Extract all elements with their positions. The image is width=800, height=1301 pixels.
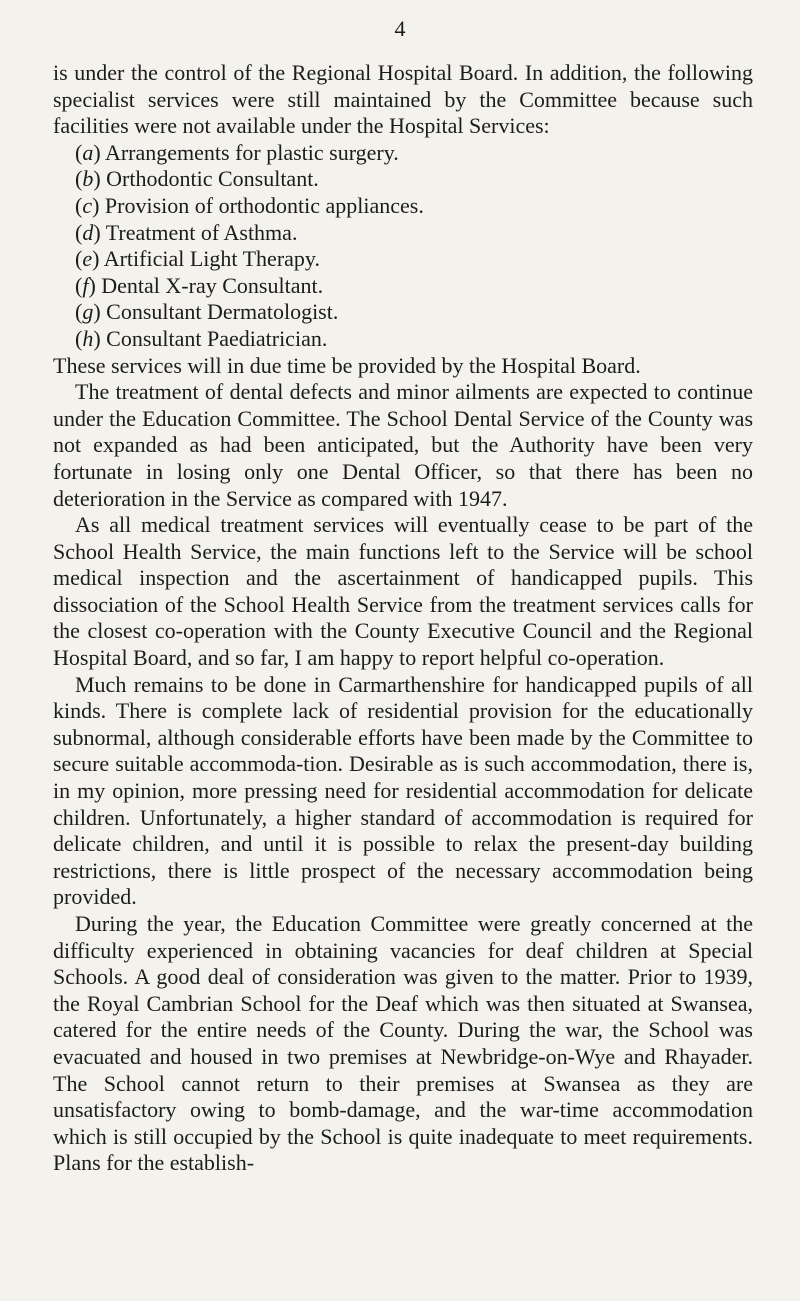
list-item: (h) Consultant Paediatrician. — [75, 325, 328, 351]
item-marker: d — [82, 219, 94, 245]
item-marker: g — [82, 299, 94, 325]
intro-paragraph: is under the control of the Regional Hospital Board. In addition, the following specialist services were still maintained by the Committee because such facilities were not available under the Hospital Services: — [53, 60, 753, 139]
paragraph-medical-treatment: As all medical treatment services will eventually cease to be part of the School Health Service, the main functions left to the Service will be school medical inspection and the ascertainment of handicapped pupils. This dissociation of the School Health Service from the treatment services calls for the closest co-operation with the County Executive Council and the Regional Hospital Board, and so far, I am happy to report helpful co-operation. — [53, 512, 753, 671]
item-marker: h — [82, 325, 94, 351]
paragraph-handicapped-pupils: Much remains to be done in Carmarthenshire for handicapped pupils of all kinds. There is complete lack of residential provision for the educationally subnormal, although considerable efforts have been made by the Committee to secure suitable accommoda-tion. Desirable as is such accommodation, there is, in my opinion, more pressing need for residential accommodation for delicate children. Unfortunately, a higher standard of accommodation is required for delicate children, and until it is possible to relax the present-day building restrictions, there is little prospect of the necessary accommodation being provided. — [53, 671, 753, 910]
list-item: (a) Arrangements for plastic surgery. — [75, 139, 399, 165]
item-text: Arrangements for plastic surgery. — [104, 139, 399, 165]
list-item: (g) Consultant Dermatologist. — [75, 299, 339, 325]
list-item: (c) Provision of orthodontic appliances. — [75, 192, 424, 218]
item-text: Provision of orthodontic appliances. — [104, 192, 424, 218]
item-text: Treatment of Asthma. — [105, 219, 298, 245]
list-item: (f) Dental X-ray Consultant. — [75, 272, 324, 298]
item-marker: f — [82, 272, 89, 298]
item-marker: b — [82, 166, 94, 192]
item-text: Dental X-ray Consultant. — [101, 272, 324, 298]
item-marker: a — [82, 139, 94, 165]
list-item: (d) Treatment of Asthma. — [75, 219, 298, 245]
item-text: Artificial Light Therapy. — [103, 246, 320, 272]
paragraph-services-provision: These services will in due time be provided by the Hospital Board. — [53, 352, 641, 378]
page-number: 4 — [394, 16, 406, 41]
item-text: Consultant Dermatologist. — [106, 299, 339, 325]
item-text: Consultant Paediatrician. — [106, 325, 328, 351]
item-marker: c — [82, 192, 93, 218]
list-item: (b) Orthodontic Consultant. — [75, 166, 319, 192]
paragraph-dental: The treatment of dental defects and minor ailments are expected to continue under the Education Committee. The School Dental Service of the County was not expanded as had been anticipated, but the Authority have been very fortunate in losing only one Dental Officer, so that there has been no deterioration in the Service as compared with 1947. — [53, 379, 753, 511]
paragraph-deaf-children: During the year, the Education Committee were greatly concerned at the difficulty experienced in obtaining vacancies for deaf children at Special Schools. A good deal of consideration was given to the matter. Prior to 1939, the Royal Cambrian School for the Deaf which was then situated at Swansea, catered for the entire needs of the County. During the war, the School was evacuated and housed in two premises at Newbridge-on-Wye and Rhayader. The School cannot return to their premises at Swansea as they are unsatisfactory owing to bomb-damage, and the war-time accommodation which is still occupied by the School is quite inadequate to meet requirements. Plans for the establish- — [53, 911, 753, 1176]
item-text: Orthodontic Consultant. — [106, 166, 319, 192]
services-list — [53, 140, 753, 353]
item-marker: e — [82, 246, 93, 272]
page-body — [53, 60, 753, 1177]
list-item: (e) Artificial Light Therapy. — [75, 246, 320, 272]
